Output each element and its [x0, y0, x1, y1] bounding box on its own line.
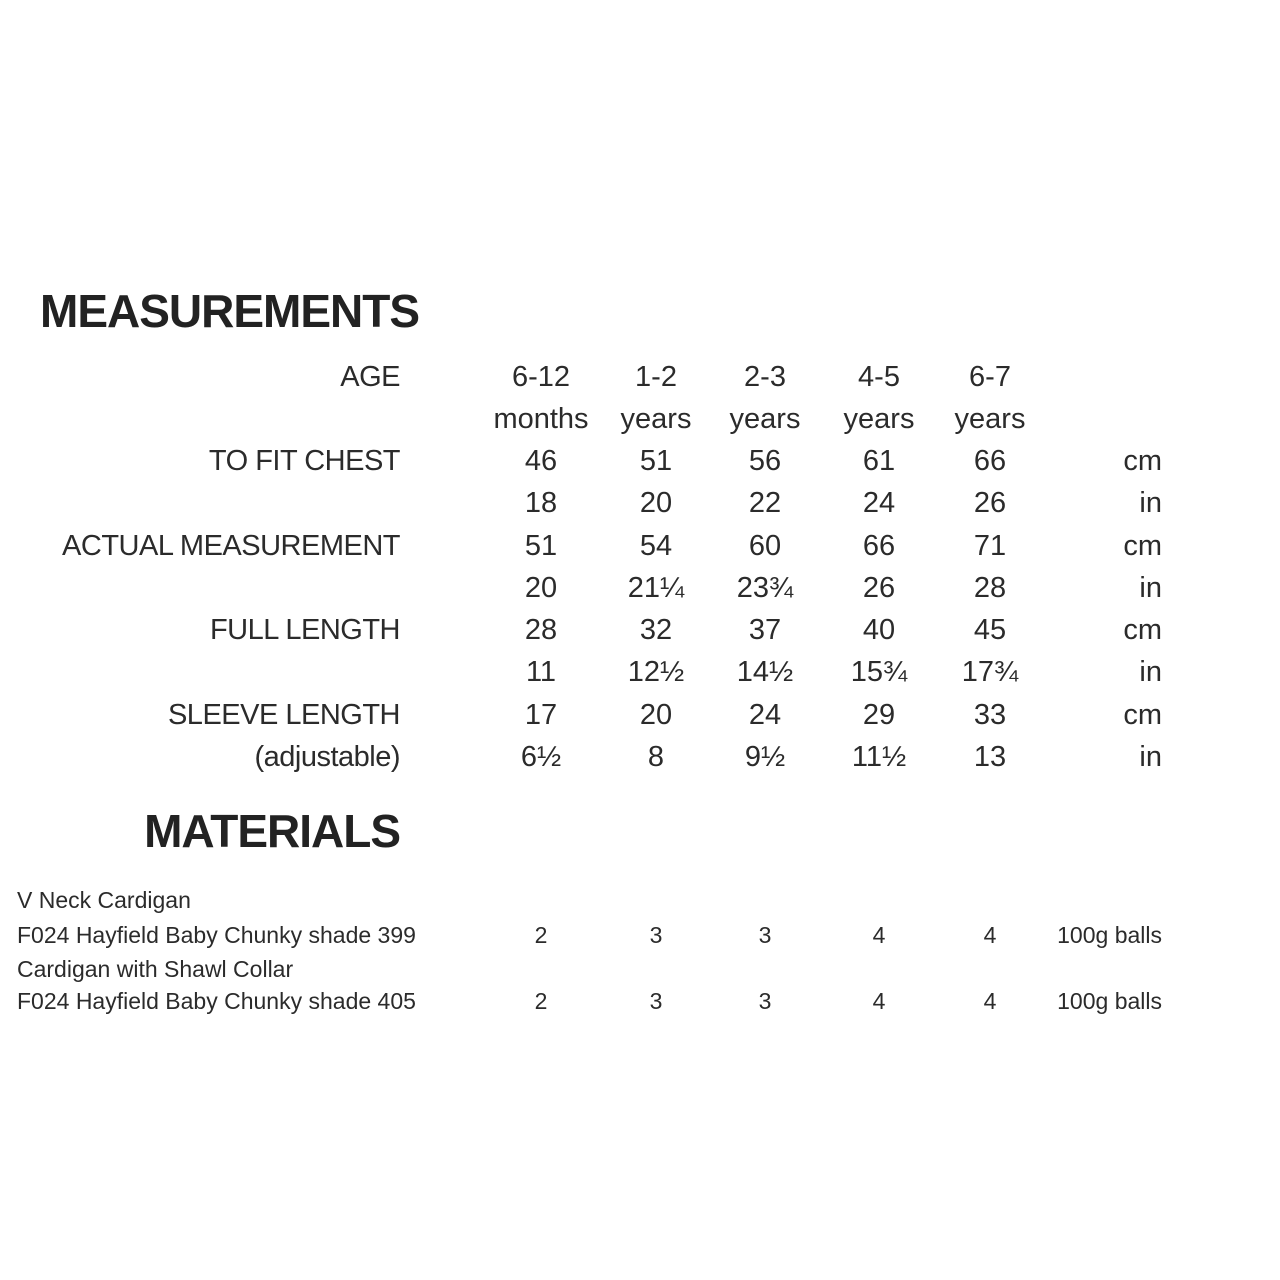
unit-label: 100g balls: [1057, 988, 1162, 1014]
value-cell: 24: [862, 487, 896, 519]
value-cell: 54: [639, 530, 673, 562]
material-row-v-neck-title: [0, 883, 1280, 917]
unit-label: 100g balls: [1057, 922, 1162, 948]
materials-heading: MATERIALS: [144, 805, 400, 857]
value-cell: 51: [524, 530, 558, 562]
value-cell: 3: [649, 922, 663, 948]
value-cell: 4: [872, 988, 886, 1014]
value-cell: 4: [983, 988, 997, 1014]
value-cell: years: [954, 403, 1026, 435]
value-cell: 3: [758, 922, 772, 948]
value-cell: 37: [748, 614, 782, 646]
unit-label: in: [1139, 487, 1162, 519]
value-cell: 2: [534, 988, 548, 1014]
value-cell: 6-12: [511, 361, 571, 393]
value-cell: 61: [862, 445, 896, 477]
unit-label: cm: [1123, 699, 1162, 731]
value-cell: 9½: [744, 741, 786, 773]
value-cell: months: [493, 403, 589, 435]
measurement-row-actual-in: [0, 567, 1280, 609]
value-cell: 45: [973, 614, 1007, 646]
value-cell: 20: [639, 487, 673, 519]
value-cell: 66: [862, 530, 896, 562]
measurement-row-length-in: [0, 651, 1280, 693]
measurement-row-chest-cm: [0, 440, 1280, 482]
value-cell: 11: [525, 656, 557, 688]
value-cell: 33: [973, 699, 1007, 731]
measurement-row-sleeve-in: [0, 736, 1280, 778]
measurement-row-sleeve-cm: [0, 694, 1280, 736]
value-cell: 3: [758, 988, 772, 1014]
value-cell: 28: [524, 614, 558, 646]
value-cell: 6-7: [969, 361, 1011, 393]
material-row-shawl-yarn: [0, 984, 1280, 1018]
value-cell: 24: [748, 699, 782, 731]
measurements-heading: MEASUREMENTS: [40, 285, 420, 337]
measurement-row-age-units: [0, 398, 1280, 440]
value-cell: 28: [973, 572, 1007, 604]
value-cell: 23¾: [736, 572, 794, 604]
unit-label: in: [1139, 656, 1162, 688]
value-cell: 26: [862, 572, 896, 604]
material-label: Cardigan with Shawl Collar: [17, 956, 294, 982]
value-cell: 3: [649, 988, 663, 1014]
value-cell: 17¾: [961, 656, 1019, 688]
value-cell: 21¼: [627, 572, 685, 604]
row-label: FULL LENGTH: [209, 614, 400, 646]
unit-label: in: [1139, 741, 1162, 773]
value-cell: 17: [524, 699, 558, 731]
unit-label: in: [1139, 572, 1162, 604]
value-cell: 4: [872, 922, 886, 948]
measurement-row-length-cm: [0, 609, 1280, 651]
row-label: ACTUAL MEASUREMENT: [62, 530, 400, 562]
value-cell: 40: [862, 614, 896, 646]
row-label: AGE: [340, 361, 400, 393]
value-cell: 12½: [627, 656, 685, 688]
value-cell: 2: [534, 922, 548, 948]
row-label: TO FIT CHEST: [208, 445, 400, 477]
value-cell: 20: [639, 699, 673, 731]
value-cell: 29: [862, 699, 896, 731]
material-label: V Neck Cardigan: [17, 887, 191, 913]
measurement-row-chest-in: [0, 482, 1280, 524]
material-label: F024 Hayfield Baby Chunky shade 399: [17, 922, 416, 948]
value-cell: 51: [639, 445, 673, 477]
row-label: (adjustable): [254, 741, 400, 773]
value-cell: 26: [973, 487, 1007, 519]
unit-label: cm: [1123, 614, 1162, 646]
unit-label: cm: [1123, 445, 1162, 477]
value-cell: 4-5: [858, 361, 900, 393]
value-cell: 11½: [851, 741, 907, 773]
value-cell: 22: [748, 487, 782, 519]
value-cell: years: [729, 403, 801, 435]
unit-label: cm: [1123, 530, 1162, 562]
measurement-row-age: [0, 356, 1280, 398]
value-cell: 60: [748, 530, 782, 562]
value-cell: years: [620, 403, 692, 435]
value-cell: 71: [973, 530, 1007, 562]
value-cell: 1-2: [635, 361, 677, 393]
value-cell: 32: [639, 614, 673, 646]
value-cell: 4: [983, 922, 997, 948]
value-cell: 15¾: [850, 656, 908, 688]
material-label: F024 Hayfield Baby Chunky shade 405: [17, 988, 416, 1014]
value-cell: 13: [973, 741, 1007, 773]
value-cell: 66: [973, 445, 1007, 477]
value-cell: 2-3: [744, 361, 786, 393]
material-row-v-neck-yarn: [0, 918, 1280, 952]
value-cell: 6½: [520, 741, 562, 773]
value-cell: 18: [524, 487, 558, 519]
value-cell: 8: [647, 741, 665, 773]
material-row-shawl-title: [0, 952, 1280, 986]
value-cell: 20: [524, 572, 558, 604]
value-cell: years: [843, 403, 915, 435]
measurement-row-actual-cm: [0, 525, 1280, 567]
value-cell: 56: [748, 445, 782, 477]
value-cell: 46: [524, 445, 558, 477]
value-cell: 14½: [736, 656, 794, 688]
row-label: SLEEVE LENGTH: [167, 699, 400, 731]
